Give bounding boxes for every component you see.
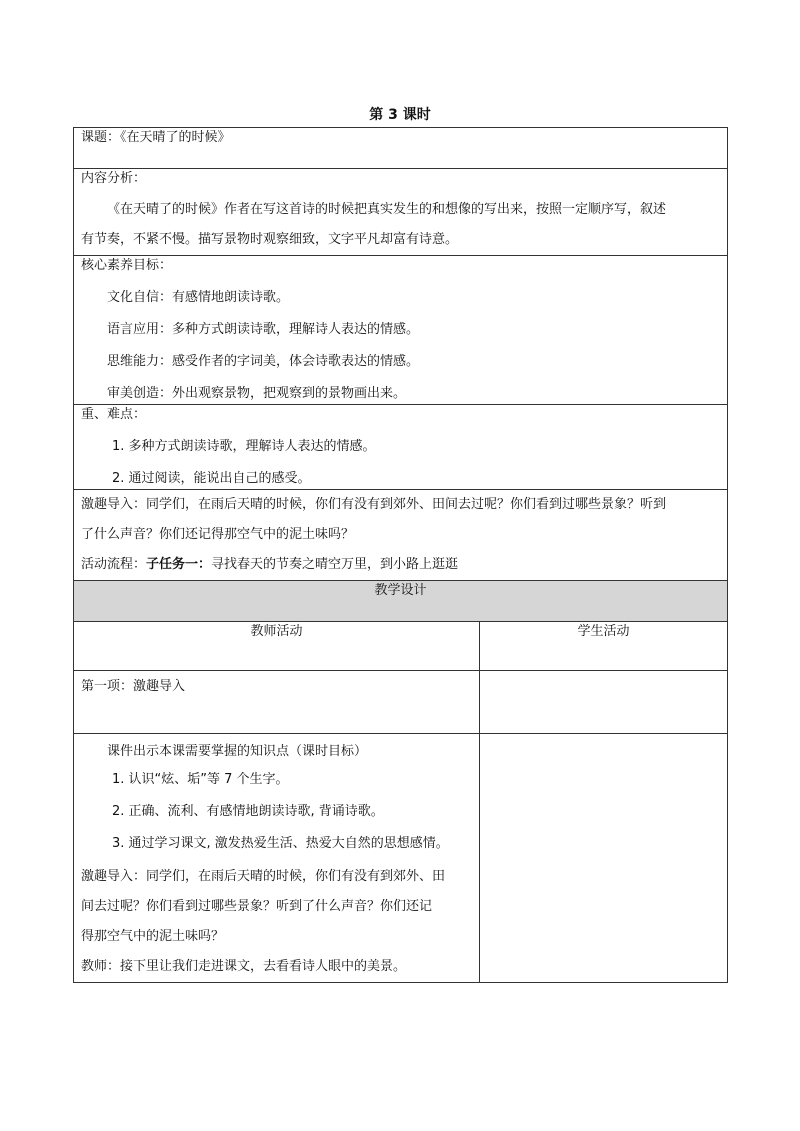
hook-line-1: 激趣导入：同学们，在雨后天晴的时候，你们有没有到郊外、田 [81, 869, 446, 884]
teacher-activity-cell [74, 734, 480, 983]
goals-heading: 核心素养目标： [81, 258, 173, 273]
lesson-plan-table [73, 127, 728, 983]
teacher-transition-line: 教师：接下里让我们走进课文，去看看诗人眼中的美景。 [81, 959, 407, 974]
lesson-title-cell [74, 128, 728, 169]
step1-row [74, 671, 728, 734]
hook-line-2: 间去过呢？你们看到过哪些景象？听到了什么声音？你们还记 [81, 899, 433, 914]
intro-cell [74, 490, 728, 581]
focus-item-1: 1. 多种方式朗读诗歌，理解诗人表达的情感。 [112, 439, 376, 454]
step1-title: 第一项：激趣导入 [74, 671, 480, 734]
student-activity-cell [480, 734, 728, 983]
target-1: 1. 认识“炫、垢”等 7 个生字。 [112, 772, 289, 787]
courseware-intro: 课件出示本课需要掌握的知识点（课时目标） [107, 744, 368, 759]
activity-flow [81, 550, 720, 580]
teacher-column-header: 教师活动 [74, 622, 480, 671]
activity-label: 活动流程： [81, 557, 147, 572]
goals-cell [74, 256, 728, 405]
analysis-cell [74, 169, 728, 256]
design-header-row [74, 581, 728, 622]
lesson-title-row [74, 128, 728, 169]
analysis-heading: 内容分析： [81, 171, 147, 186]
goal-thinking: 思维能力：感受作者的字词美，体会诗歌表达的情感。 [107, 354, 420, 369]
activity-task-text: 寻找春天的节奏之晴空万里，到小路上逛逛 [211, 557, 459, 572]
step1-student-cell [480, 671, 728, 734]
analysis-line-1: 《在天晴了的时候》作者在写这首诗的时候把真实发生的和想像的写出来，按照一定顺序写，叙述 [107, 202, 667, 217]
lesson-title: 《在天晴了的时候》 [120, 130, 231, 145]
focus-heading: 重、难点： [81, 407, 147, 422]
focus-row [74, 405, 728, 490]
focus-item-2: 2. 通过阅读，能说出自己的感受。 [112, 471, 311, 486]
lesson-label: 课题： [81, 130, 121, 145]
activity-task-label: 子任务一： [146, 557, 212, 572]
intro-row [74, 490, 728, 581]
target-3: 3. 通过学习课文, 激发热爱生活、热爱大自然的思想感情。 [112, 836, 449, 851]
teacher-activity-row [74, 734, 728, 983]
goal-culture: 文化自信：有感情地朗读诗歌。 [107, 290, 290, 305]
hook-line-3: 得那空气中的泥土味吗？ [81, 929, 225, 944]
page-title: 第 3 课时 [369, 107, 431, 123]
goal-language: 语言应用：多种方式朗读诗歌，理解诗人表达的情感。 [107, 322, 420, 337]
analysis-line-2: 有节奏，不紧不慢。描写景物时观察细致，文字平凡却富有诗意。 [81, 232, 459, 247]
design-header: 教学设计 [74, 581, 728, 622]
column-header-row [74, 622, 728, 671]
goal-aesthetic: 审美创造：外出观察景物，把观察到的景物画出来。 [107, 386, 407, 401]
target-2: 2. 正确、流利、有感情地朗读诗歌, 背诵诗歌。 [112, 804, 384, 819]
focus-cell [74, 405, 728, 490]
intro-line-1: 激趣导入：同学们，在雨后天晴的时候，你们有没有到郊外、田间去过呢？你们看到过哪些景象？听到 [81, 497, 667, 512]
goals-row [74, 256, 728, 405]
student-column-header: 学生活动 [480, 622, 728, 671]
intro-line-2: 了什么声音？你们还记得那空气中的泥土味吗？ [81, 527, 355, 542]
analysis-row [74, 169, 728, 256]
